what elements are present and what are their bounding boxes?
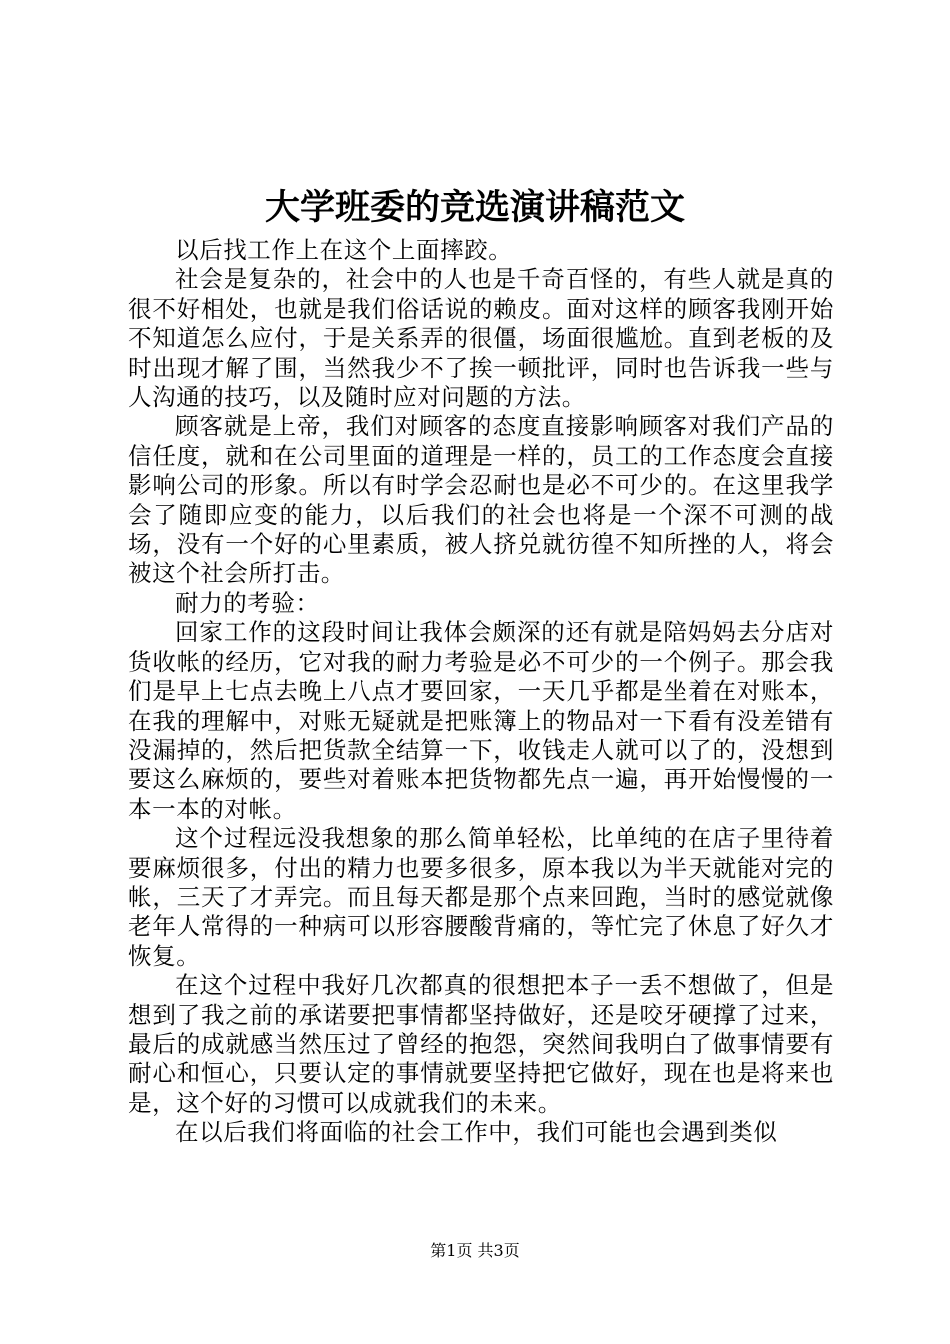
page-indicator: 第1页 共3页 <box>430 1241 520 1260</box>
paragraph: 这个过程远没我想象的那么简单轻松，比单纯的在店子里待着要麻烦很多，付出的精力也要多很多，原本我以为半天就能对完的帐，三天了才弄完。而且每天都是那个点来回跑，当时的感觉就像老年人常得的一种病可以形容腰酸背痛的，等忙完了休息了好久才恢复。 <box>128 824 834 970</box>
paragraph: 以后找工作上在这个上面摔跤。 <box>175 236 513 264</box>
paragraph: 社会是复杂的，社会中的人也是千奇百怪的，有些人就是真的很不好相处，也就是我们俗话说的赖皮。面对这样的顾客我刚开始不知道怎么应付，于是关系弄的很僵，场面很尴尬。直到老板的及时出现才解了围，当然我少不了挨一顿批评，同时也告诉我一些与人沟通的技巧，以及随时应对问题的方法。 <box>128 265 834 412</box>
paragraph: 顾客就是上帝，我们对顾客的态度直接影响顾客对我们产品的信任度，就和在公司里面的道理是一样的，员工的工作态度会直接影响公司的形象。所以有时学会忍耐也是必不可少的。在这里我学会了随即应变的能力，以后我们的社会也将是一个深不可测的战场，没有一个好的心里素质，被人挤兑就彷徨不知所挫的人，将会被这个社会所打击。 <box>128 412 834 588</box>
section-heading: 耐力的考验： <box>175 588 320 617</box>
document-body <box>128 236 834 1148</box>
paragraph: 在这个过程中我好几次都真的很想把本子一丢不想做了，但是想到了我之前的承诺要把事情都坚持做好，还是咬牙硬撑了过来，最后的成就感当然压过了曾经的抱怨，突然间我明白了做事情要有耐心和恒心，只要认定的事情就要坚持把它做好，现在也是将来也是，这个好的习惯可以成就我们的未来。 <box>128 971 834 1117</box>
paragraph: 回家工作的这段时间让我体会颇深的还有就是陪妈妈去分店对货收帐的经历，它对我的耐力考验是必不可少的一个例子。那会我们是早上七点去晚上八点才要回家，一天几乎都是坐着在对账本，在我的理解中，对账无疑就是把账簿上的物品对一下看有没差错有没漏掉的，然后把货款全结算一下，收钱走人就可以了的，没想到要这么麻烦的，要些对着账本把货物都先点一遍，再开始慢慢的一本一本的对帐。 <box>128 618 834 823</box>
page-footer <box>0 1240 950 1262</box>
paragraph: 在以后我们将面临的社会工作中，我们可能也会遇到类似 <box>175 1118 778 1147</box>
document-title: 大学班委的竞选演讲稿范文 <box>264 187 685 228</box>
